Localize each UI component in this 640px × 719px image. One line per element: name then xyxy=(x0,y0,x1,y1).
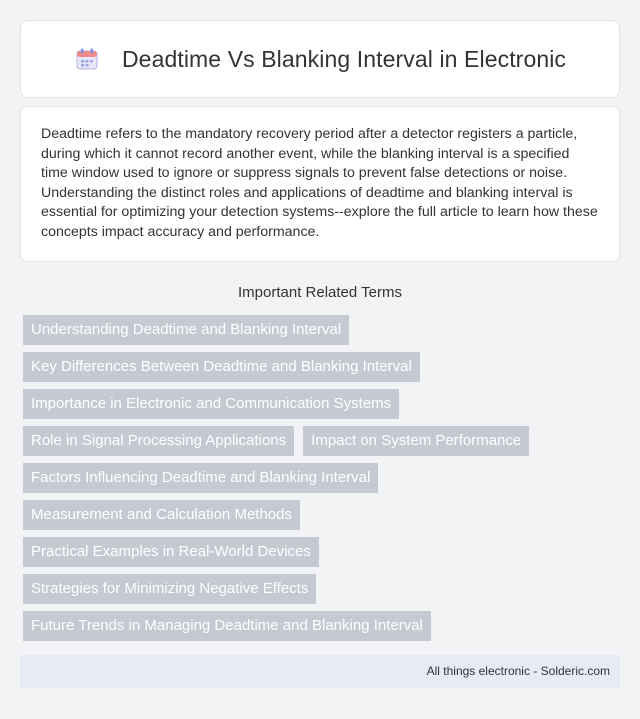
footer-text: All things electronic - Solderic.com xyxy=(426,664,610,678)
term-tag[interactable]: Role in Signal Processing Applications xyxy=(23,426,294,456)
calendar-icon xyxy=(74,46,100,72)
term-tag[interactable]: Understanding Deadtime and Blanking Interval xyxy=(23,315,349,345)
term-tag[interactable]: Key Differences Between Deadtime and Blanking Interval xyxy=(23,352,420,382)
summary-text: Deadtime refers to the mandatory recovery period after a detector registers a particle, during which it cannot record another event, while the blanking interval is a specified time window used to ignore or suppress signals to prevent false detections or noise. Understanding the distinct roles and applications of deadtime and blanking interval is essential for optimizing your detection systems--explore the full article to learn how these concepts impact accuracy and performance. xyxy=(41,126,598,240)
term-tag[interactable]: Measurement and Calculation Methods xyxy=(23,500,300,530)
footer xyxy=(20,655,620,688)
related-terms-list xyxy=(23,315,623,648)
term-tag[interactable]: Impact on System Performance xyxy=(303,426,529,456)
term-tag[interactable]: Strategies for Minimizing Negative Effects xyxy=(23,574,316,604)
term-tag[interactable]: Future Trends in Managing Deadtime and Blanking Interval xyxy=(23,611,431,641)
summary-card xyxy=(20,106,620,262)
term-tag[interactable]: Factors Influencing Deadtime and Blanking Interval xyxy=(23,463,378,493)
related-terms-title: Important Related Terms xyxy=(238,284,402,301)
header-card xyxy=(20,20,620,98)
term-tag[interactable]: Practical Examples in Real-World Devices xyxy=(23,537,319,567)
page-title: Deadtime Vs Blanking Interval in Electronic xyxy=(121,45,567,72)
term-tag[interactable]: Importance in Electronic and Communication Systems xyxy=(23,389,399,419)
